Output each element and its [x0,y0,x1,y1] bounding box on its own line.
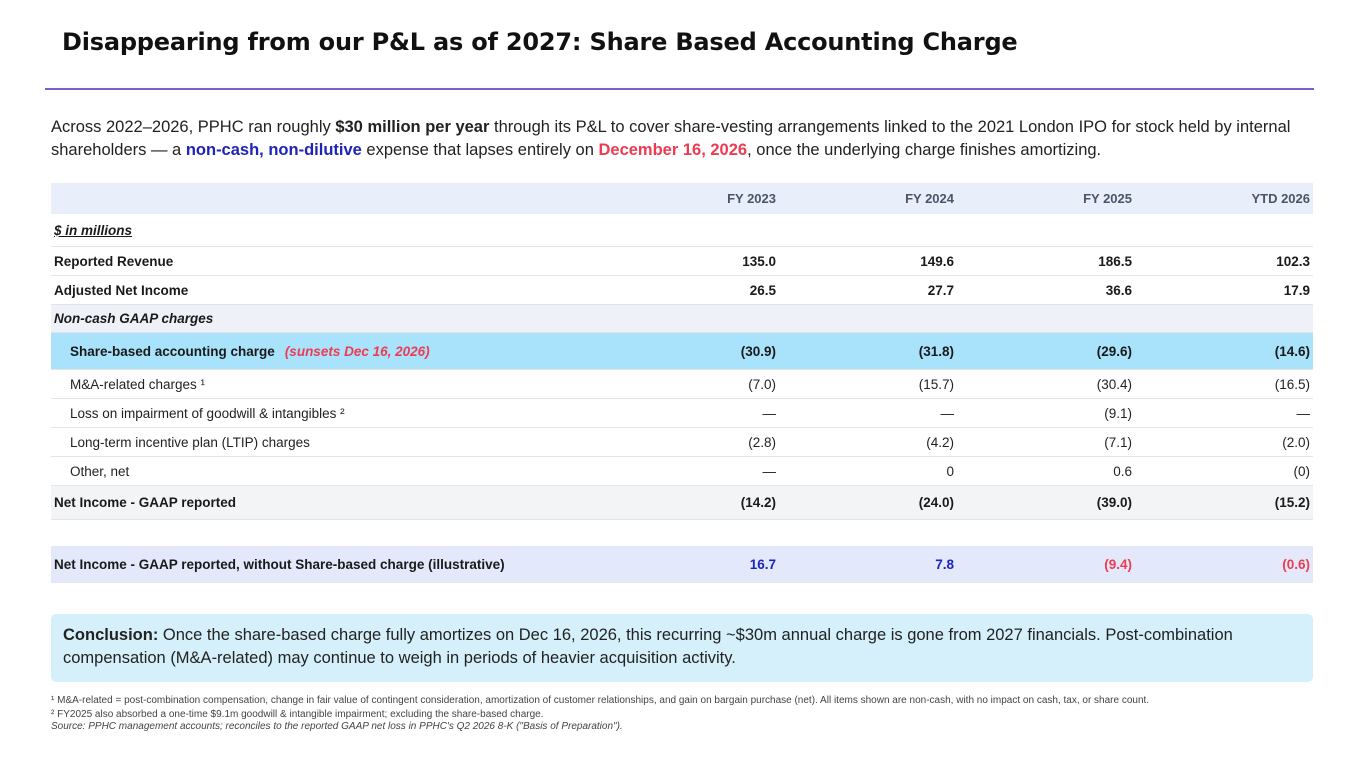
conclusion-box [51,614,1313,682]
section-label: Non-cash GAAP charges [51,305,1313,333]
header-blank [51,183,601,214]
cell-value: (15.7) [779,370,957,399]
intro-text: , once the underlying charge finishes amortizing. [747,141,1102,159]
table-row-impairment [51,399,1313,428]
table-row-illustrative [51,546,1313,583]
conclusion-text: Once the share-based charge fully amortizes on Dec 16, 2026, this recurring ~$30m annual charge is gone from 2027 financials. Post-combination compensation (M&A-related) may continue to weigh in periods of heavier acquisition activity. [63,626,1233,667]
table-header-row [51,183,1313,214]
col-header: FY 2025 [957,183,1135,214]
row-label: Net Income - GAAP reported, without Share-based charge (illustrative) [51,546,601,583]
intro-text: Across 2022–2026, PPHC ran roughly [51,118,336,136]
section-header-row [51,305,1313,333]
cell-value: (15.2) [1135,486,1313,520]
units-row [51,214,1313,247]
table-row-ma [51,370,1313,399]
row-label: M&A-related charges ¹ [51,370,601,399]
row-label: Adjusted Net Income [51,276,601,305]
spacer-row [51,520,1313,547]
cell-value: (7.0) [601,370,779,399]
intro-text: through its P&L to cover share-vesting arrangements linked to the 2021 London IPO for stock held by internal shareholders — a [51,118,1291,159]
cell-value: (14.2) [601,486,779,520]
row-label: Other, net [51,457,601,486]
cell-value: 17.9 [1135,276,1313,305]
sunset-note: (sunsets Dec 16, 2026) [284,343,430,359]
title-divider [45,88,1314,90]
cell-value: (9.1) [957,399,1135,428]
table-row-other [51,457,1313,486]
cell-value: (2.8) [601,428,779,457]
col-header: FY 2024 [779,183,957,214]
intro-noncash: non-cash, non-dilutive [185,141,362,159]
cell-value: (30.4) [957,370,1135,399]
col-header: FY 2023 [601,183,779,214]
footnote-1: ¹ M&A-related = post-combination compensation, change in fair value of contingent consideration, amortization of customer relationships, and gain on bargain purchase (net). All items shown are non-cash, with no impact on cash, tax, or share count. [51,695,1150,706]
cell-value: — [1135,399,1313,428]
cell-value: (9.4) [957,546,1135,583]
table-row-ltip [51,428,1313,457]
intro-paragraph [51,116,1313,162]
row-label [51,333,601,370]
cell-value: (31.8) [779,333,957,370]
row-label: Loss on impairment of goodwill & intangibles ² [51,399,601,428]
page-title: Disappearing from our P&L as of 2027: Share Based Accounting Charge [62,28,1018,56]
cell-value: 149.6 [779,247,957,276]
cell-value: (16.5) [1135,370,1313,399]
units-label: $ in millions [51,214,601,247]
table-row-share-based [51,333,1313,370]
table-row-revenue [51,247,1313,276]
cell-value: (0.6) [1135,546,1313,583]
cell-value: (30.9) [601,333,779,370]
cell-value: (29.6) [957,333,1135,370]
table-row-net-income [51,486,1313,520]
cell-value: (7.1) [957,428,1135,457]
cell-value: — [601,399,779,428]
cell-value: (2.0) [1135,428,1313,457]
row-label: Long-term incentive plan (LTIP) charges [51,428,601,457]
cell-value: 36.6 [957,276,1135,305]
cell-value: — [779,399,957,428]
cell-value: (4.2) [779,428,957,457]
cell-value: 16.7 [601,546,779,583]
row-label: Reported Revenue [51,247,601,276]
cell-value: (39.0) [957,486,1135,520]
cell-value: 0.6 [957,457,1135,486]
intro-amount: $30 million per year [335,118,490,136]
share-label: Share-based accounting charge [70,343,275,359]
col-header: YTD 2026 [1135,183,1313,214]
cell-value: 135.0 [601,247,779,276]
cell-value: 0 [779,457,957,486]
cell-value: 27.7 [779,276,957,305]
table-row-adjusted-income [51,276,1313,305]
cell-value: — [601,457,779,486]
intro-text: expense that lapses entirely on [361,141,599,159]
cell-value: 102.3 [1135,247,1313,276]
conclusion-lead: Conclusion: [63,626,159,644]
cell-value: (14.6) [1135,333,1313,370]
intro-date: December 16, 2026 [598,141,748,159]
row-label: Net Income - GAAP reported [51,486,601,520]
source-note: Source: PPHC management accounts; reconciles to the reported GAAP net loss in PPHC's Q2 2026 8-K ("Basis of Preparation"). [51,721,623,732]
cell-value: 186.5 [957,247,1135,276]
footnote-2: ² FY2025 also absorbed a one-time $9.1m goodwill & intangible impairment; excluding the share-based charge. [51,709,544,720]
cell-value: (0) [1135,457,1313,486]
cell-value: (24.0) [779,486,957,520]
pnl-table [51,183,1313,583]
cell-value: 26.5 [601,276,779,305]
cell-value: 7.8 [779,546,957,583]
